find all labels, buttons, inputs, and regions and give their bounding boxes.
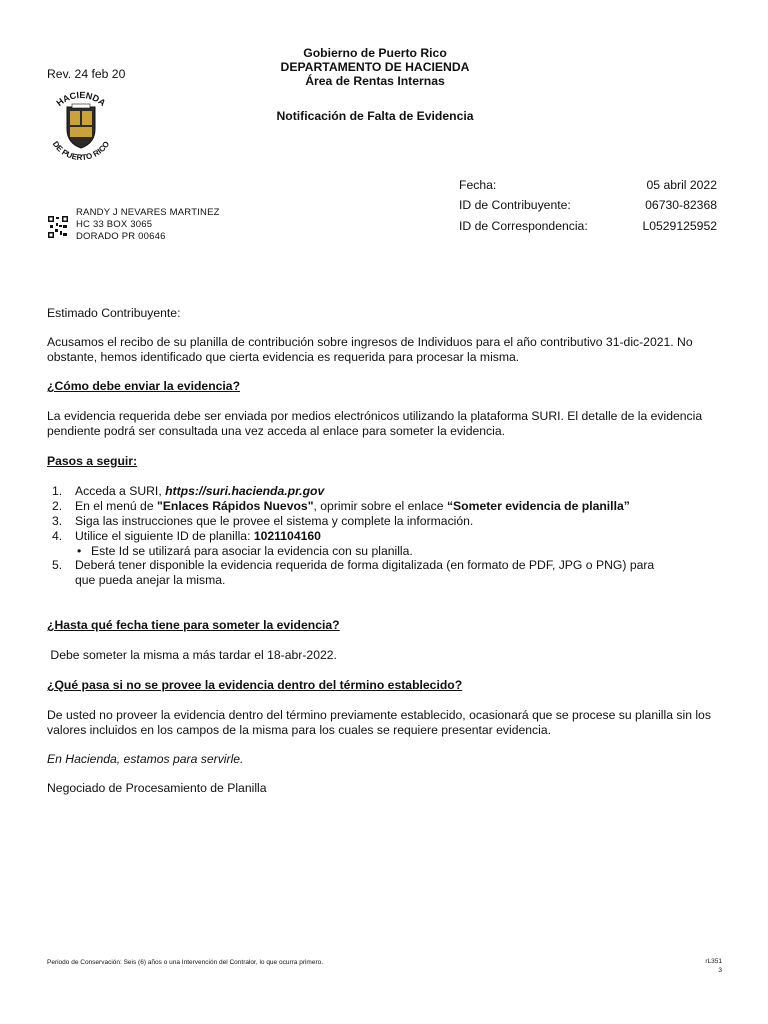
bullet-text: Este Id se utilizará para asociar la evidencia con su planilla. — [91, 544, 413, 558]
step-number: 2. — [52, 499, 63, 513]
logo-top-text: HACIENDA — [54, 89, 108, 109]
step-number: 1. — [52, 484, 63, 498]
fecha-row — [459, 178, 717, 198]
step-2-menu-name: "Enlaces Rápidos Nuevos" — [156, 499, 314, 513]
correspondencia-label: ID de Correspondencia: — [459, 219, 588, 233]
step-2-link-name: “Someter evidencia de planilla” — [446, 499, 630, 513]
step-1 — [47, 484, 727, 499]
suri-link[interactable]: https://suri.hacienda.pr.gov — [165, 484, 325, 498]
answer-deadline: Debe someter la misma a más tardar el 18-abr-2022. — [47, 648, 337, 662]
correspondencia-row — [459, 219, 717, 239]
contribuyente-row — [459, 198, 717, 218]
question-how-to-send: ¿Cómo debe enviar la evidencia? — [47, 379, 241, 393]
step-number: 3. — [52, 514, 63, 528]
greeting: Estimado Contribuyente: — [47, 306, 181, 320]
fecha-value: 05 abril 2022 — [646, 178, 717, 192]
steps-list — [47, 484, 727, 588]
closing-line: En Hacienda, estamos para servirle. — [47, 752, 244, 766]
page-number: 3 — [718, 967, 722, 974]
step-5 — [47, 558, 727, 588]
revision-date: Rev. 24 feb 20 — [47, 67, 126, 81]
step-4-bullet — [47, 544, 727, 558]
intro-paragraph: Acusamos el recibo de su planilla de contribución sobre ingresos de Individuos para el año contributivo 31-dic-2021. No obstante, hemos identificado que cierta evidencia es requerida para procesar la misma. — [47, 335, 693, 364]
qr-code-icon — [48, 216, 68, 238]
contribuyente-value: 06730-82368 — [645, 198, 717, 212]
step-4-text: Utilice el siguiente ID de planilla: — [75, 529, 254, 543]
form-code-block — [690, 957, 722, 975]
letter-header — [225, 46, 525, 88]
step-3-text: Siga las instrucciones que le provee el sistema y complete la información. — [75, 514, 474, 528]
header-line-department: DEPARTAMENTO DE HACIENDA — [280, 60, 470, 74]
notice-title: Notificación de Falta de Evidencia — [276, 109, 474, 123]
signature: Negociado de Procesamiento de Planilla — [47, 781, 267, 795]
step-2-text-c: , oprimir sobre el enlace — [313, 499, 447, 513]
step-2 — [47, 499, 727, 514]
step-2-text-a: En el menú de — [75, 499, 157, 513]
hacienda-logo — [36, 85, 126, 167]
answer-consequence: De usted no proveer la evidencia dentro del término previamente establecido, ocasionará que se procese su planilla sin los valores incluidos en los campos de la misma para los cuales se requiere presentar evidencia. — [47, 708, 711, 737]
correspondencia-value: L0529125952 — [642, 219, 717, 233]
contribuyente-label: ID de Contribuyente: — [459, 198, 571, 212]
step-3 — [47, 514, 727, 529]
step-1-text: Acceda a SURI, — [75, 484, 166, 498]
header-line-area: Área de Rentas Internas — [305, 74, 445, 88]
question-consequence: ¿Qué pasa si no se provee la evidencia dentro del término establecido? — [47, 678, 463, 692]
fecha-label: Fecha: — [459, 178, 497, 192]
step-number: 4. — [52, 529, 63, 543]
bullet-glyph: • — [77, 544, 82, 558]
address-line-1: HC 33 BOX 3065 — [76, 219, 153, 230]
recipient-address — [76, 207, 220, 243]
question-deadline: ¿Hasta qué fecha tiene para someter la evidencia? — [47, 618, 340, 632]
address-line-2: DORADO PR 00646 — [76, 231, 166, 242]
steps-heading: Pasos a seguir: — [47, 454, 138, 468]
step-5-text: Deberá tener disponible la evidencia requerida de forma digitalizada (en formato de PDF, JPG o PNG) para que pueda anejar la misma. — [75, 558, 655, 587]
step-4 — [47, 529, 727, 544]
planilla-id: 1021104160 — [253, 529, 321, 543]
step-number: 5. — [52, 558, 63, 572]
answer-how-to-send: La evidencia requerida debe ser enviada por medios electrónicos utilizando la plataforma SURI. El detalle de la evidencia pendiente podrá ser consultada una vez acceda al enlace para someter la evidencia. — [47, 409, 703, 438]
logo-bottom-text: DE PUERTO RICO — [50, 139, 112, 163]
retention-note: Periodo de Conservación: Seis (6) años o una Intervención del Contralor, lo que ocurra primero. — [47, 959, 324, 966]
recipient-name: RANDY J NEVARES MARTINEZ — [76, 207, 220, 218]
form-code: rL351 — [705, 958, 722, 965]
crest-seal-icon — [36, 85, 126, 167]
header-line-government: Gobierno de Puerto Rico — [303, 46, 447, 60]
